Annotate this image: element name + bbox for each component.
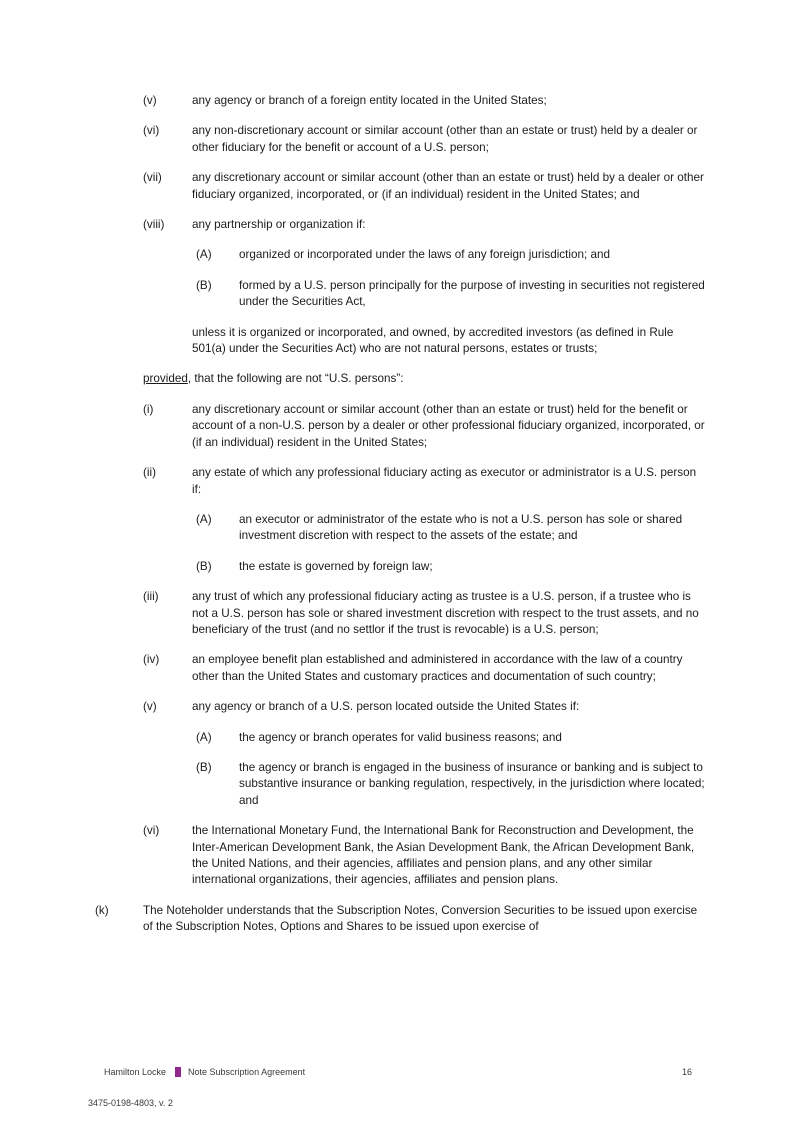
list-item-label: (i): [143, 402, 154, 416]
list-item-text: the estate is governed by foreign law;: [239, 559, 433, 573]
list-item: [95, 512, 707, 545]
list-item-label: (v): [143, 94, 157, 107]
list-item-label: (k): [95, 903, 109, 917]
list-item: [95, 903, 707, 936]
proviso-lead-in: [95, 371, 707, 387]
list-item: [95, 760, 707, 809]
list-item-text: an employee benefit plan established and administered in accordance with the law of a country other than the United States and customary practices and documentation of such country;: [192, 653, 683, 683]
list-item-label: (vii): [143, 171, 162, 185]
list-item: [95, 823, 707, 889]
list-item-text: any agency or branch of a foreign entity located in the United States;: [192, 94, 547, 107]
list-item-label: (iv): [143, 653, 160, 667]
list-item-label: (iii): [143, 590, 159, 604]
footer-doc-title: Note Subscription Agreement: [188, 1067, 306, 1077]
list-item: [95, 170, 707, 203]
list-item: [95, 652, 707, 685]
list-item-text: any estate of which any professional fiduciary acting as executor or administrator is a U.S. person if:: [192, 466, 697, 496]
list-item-text: any partnership or organization if:: [192, 218, 366, 232]
list-item-text: any discretionary account or similar account (other than an estate or trust) held for the benefit or account of a non-U.S. person by a dealer or other professional fiduciary organized, incorporated, or (if an individual) resident in the United States;: [192, 402, 705, 449]
brand-square-icon: [175, 1067, 181, 1077]
list-item-label: (vi): [143, 824, 160, 838]
list-item: [95, 402, 707, 451]
list-item: [95, 93, 707, 109]
list-item-label: (A): [196, 248, 212, 262]
list-item: [95, 247, 707, 263]
list-item-text: the agency or branch operates for valid business reasons; and: [239, 730, 562, 744]
paragraph: unless it is organized or incorporated, and owned, by accredited investors (as defined in Rule 501(a) under the Securities Act) who are not natural persons, estates or trusts;: [192, 325, 674, 356]
list-item-text: the agency or branch is engaged in the business of insurance or banking and is subject to substantive insurance or banking regulation, respectively, in the jurisdiction where located; and: [239, 760, 705, 807]
list-item: [95, 589, 707, 638]
list-item: [95, 559, 707, 575]
document-body: [95, 93, 707, 936]
document-id: 3475-0198-4803, v. 2: [88, 1098, 173, 1108]
footer-line: [104, 1066, 692, 1078]
list-item-label: (ii): [143, 466, 156, 480]
list-item-text: formed by a U.S. person principally for the purpose of investing in securities not registered under the Securities Act,: [239, 278, 705, 309]
list-item-label: (B): [196, 760, 212, 774]
list-item-label: (vi): [143, 124, 160, 138]
list-item-text: any trust of which any professional fiduciary acting as trustee is a U.S. person, if a trustee who is not a U.S. person has sole or shared investment discretion with respect to the trust assets, and no beneficiary of the trust (and no settlor if the trust is revocable) is a U.S. person;: [192, 590, 699, 636]
list-item-text: an executor or administrator of the estate who is not a U.S. person has sole or shared investment discretion with respect to the assets of the estate; and: [239, 512, 683, 543]
list-item-text: The Noteholder understands that the Subscription Notes, Conversion Securities to be issued upon exercise of the Subscription Notes, Options and Shares to be issued upon exercise of: [143, 903, 698, 934]
list-item-label: (B): [196, 559, 212, 573]
list-item: [95, 278, 707, 311]
list-item-text: the International Monetary Fund, the International Bank for Reconstruction and Development, the Inter-American Development Bank, the Asian Development Bank, the African Development Bank, the United Nations, and their agencies, affiliates and pension plans, and any other similar international organizations, their agencies, affiliates and pension plans.: [192, 824, 695, 887]
list-item: [95, 465, 707, 498]
footer-firm-name: Hamilton Locke: [104, 1067, 167, 1077]
list-item: [95, 123, 707, 156]
list-item-label: (viii): [143, 218, 165, 232]
list-item-label: (v): [143, 700, 157, 714]
lead-in-underlined-word: provided: [143, 372, 188, 386]
lead-in-text: , that the following are not “U.S. persons”:: [187, 372, 404, 386]
list-item-text: any agency or branch of a U.S. person located outside the United States if:: [192, 700, 580, 714]
list-item-text: any discretionary account or similar account (other than an estate or trust) held by a dealer or other fiduciary organized, incorporated, or (if an individual) resident in the United States; and: [192, 171, 704, 201]
list-item-text: any non-discretionary account or similar account (other than an estate or trust) held by a dealer or other fiduciary for the benefit or account of a U.S. person;: [192, 124, 698, 154]
list-item: [95, 699, 707, 715]
list-item: [95, 730, 707, 746]
list-item-text: organized or incorporated under the laws of any foreign jurisdiction; and: [239, 248, 610, 262]
page-number: 16: [681, 1067, 692, 1077]
list-item-label: (A): [196, 730, 212, 744]
list-item: [95, 217, 707, 233]
list-item-label: (B): [196, 278, 212, 292]
list-item-label: (A): [196, 512, 212, 526]
